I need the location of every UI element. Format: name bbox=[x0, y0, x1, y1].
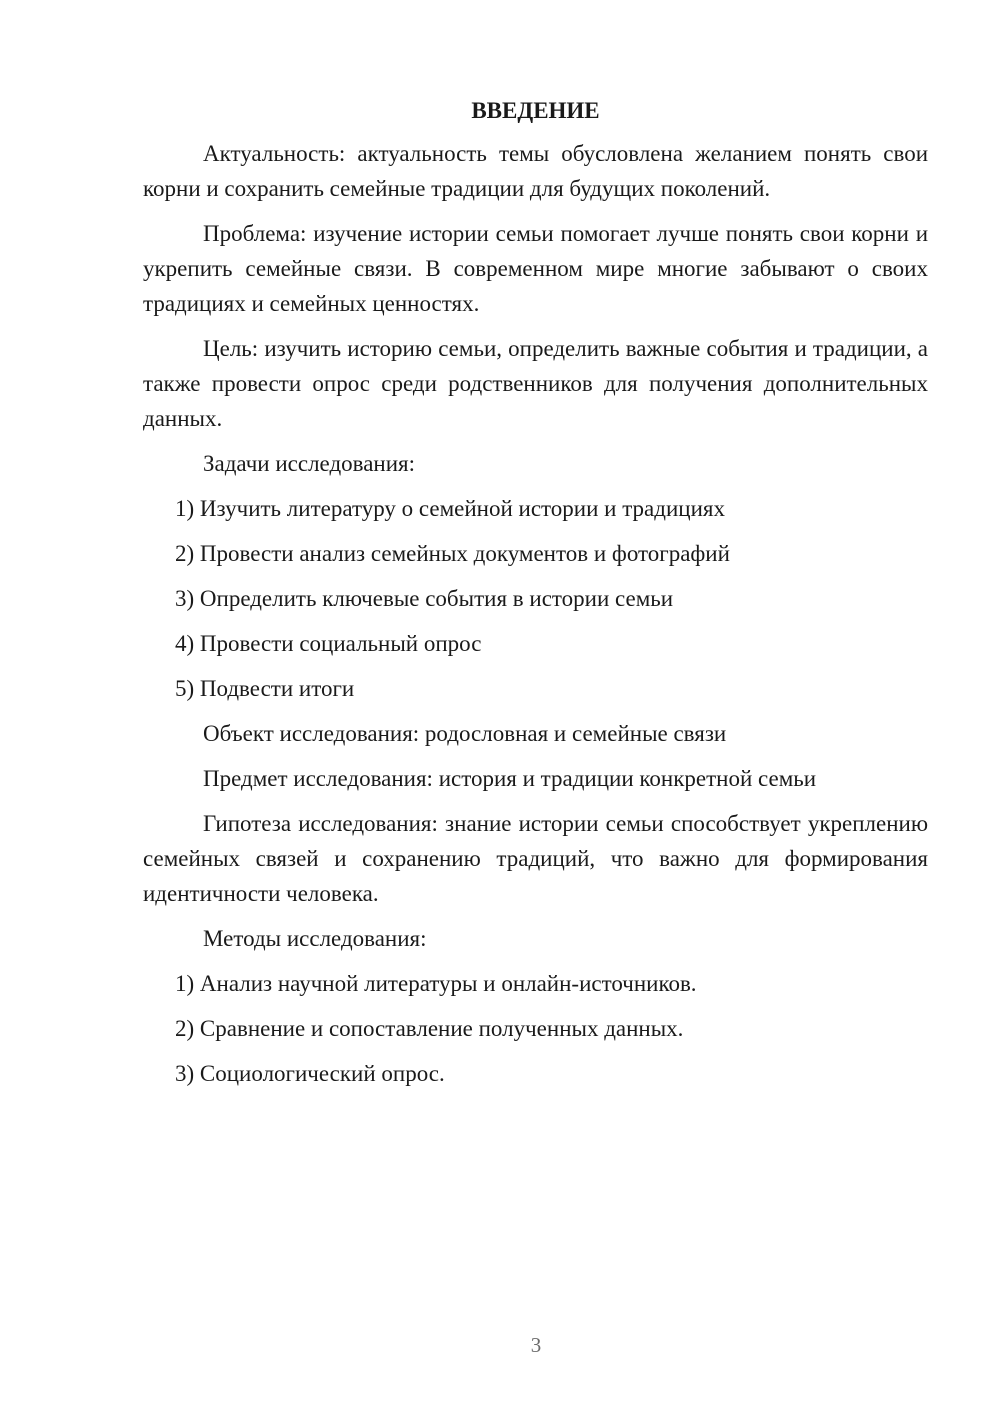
method-item: 2) Сравнение и сопоставление полученных данных. bbox=[175, 1016, 684, 1041]
object-paragraph: Объект исследования: родословная и семейные связи bbox=[203, 721, 727, 746]
hypothesis-paragraph: Гипотеза исследования: знание истории семьи способствует укреплению семейных связей и сохранению традиций, что важно для формирования идентичности человека. bbox=[143, 811, 928, 906]
goal-paragraph: Цель: изучить историю семьи, определить важные события и традиции, а также провести опрос среди родственников для получения дополнительных данных. bbox=[143, 336, 928, 431]
task-item: 4) Провести социальный опрос bbox=[175, 631, 482, 656]
methods-title: Методы исследования: bbox=[203, 926, 427, 951]
section-heading: ВВЕДЕНИЕ bbox=[471, 98, 600, 123]
task-item: 1) Изучить литературу о семейной истории и традициях bbox=[175, 496, 725, 521]
problem-paragraph: Проблема: изучение истории семьи помогает лучше понять свои корни и укрепить семейные связи. В современном мире многие забывают о своих традициях и семейных ценностях. bbox=[143, 221, 928, 316]
subject-paragraph: Предмет исследования: история и традиции конкретной семьи bbox=[203, 766, 817, 791]
task-item: 3) Определить ключевые события в истории семьи bbox=[175, 586, 674, 611]
method-item: 3) Социологический опрос. bbox=[175, 1061, 445, 1086]
page-content bbox=[143, 96, 928, 1101]
method-item: 1) Анализ научной литературы и онлайн-источников. bbox=[175, 971, 697, 996]
task-item: 5) Подвести итоги bbox=[175, 676, 355, 701]
relevance-paragraph: Актуальность: актуальность темы обусловлена желанием понять свои корни и сохранить семейные традиции для будущих поколений. bbox=[143, 141, 928, 201]
page-number: 3 bbox=[530, 1333, 542, 1357]
tasks-title: Задачи исследования: bbox=[203, 451, 416, 476]
task-item: 2) Провести анализ семейных документов и фотографий bbox=[175, 541, 730, 566]
